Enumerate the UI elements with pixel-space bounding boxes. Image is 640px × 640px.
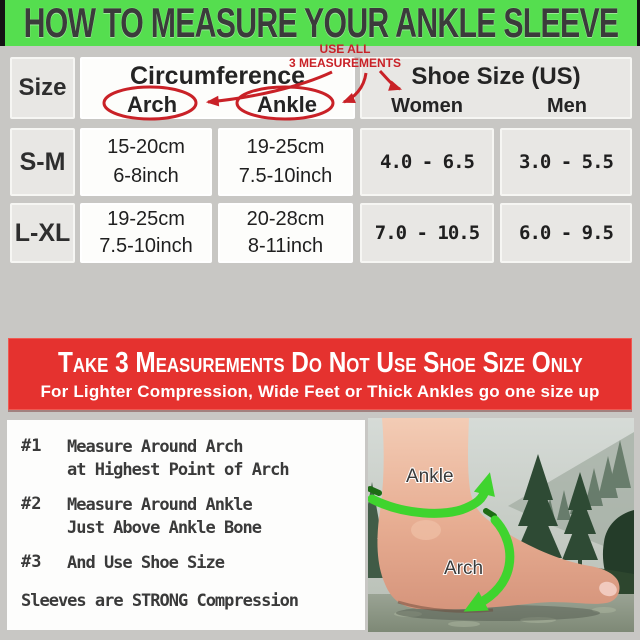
arch-diagram-label: Arch bbox=[444, 558, 484, 579]
ankle-band-hidden-segment bbox=[370, 489, 379, 493]
men-cell-sm bbox=[500, 128, 632, 196]
arch-band-hidden-segment bbox=[486, 511, 494, 516]
size-value: S-M bbox=[19, 147, 66, 176]
men-header-label: Men bbox=[547, 95, 587, 117]
instruction-step-3 bbox=[21, 552, 365, 575]
warning-title: Take 3 Measurements Do Not Use Shoe Size Only bbox=[57, 346, 583, 379]
use-all-text-line1: USE ALL bbox=[319, 42, 371, 56]
step-text: Just Above Ankle Bone bbox=[67, 518, 261, 538]
shoe-size-header-cell bbox=[360, 57, 632, 119]
size-header-label: Size bbox=[18, 74, 67, 101]
shoe-size-header-label: Shoe Size (US) bbox=[411, 63, 581, 90]
warning-banner bbox=[8, 338, 632, 410]
step-text: at Highest Point of Arch bbox=[67, 460, 289, 480]
ankle-diagram-label: Ankle bbox=[406, 466, 454, 487]
foot-measurement-photo bbox=[368, 418, 634, 632]
step-text: Measure Around Ankle bbox=[67, 495, 252, 515]
ankle-inch-value: 8-11inch bbox=[247, 234, 324, 257]
arch-inch-value: 6-8inch bbox=[113, 165, 179, 187]
table-row-size-lxl bbox=[10, 203, 75, 263]
step-text: And Use Shoe Size bbox=[67, 553, 224, 573]
ankle-bone-highlight bbox=[411, 520, 441, 540]
step-number: #1 bbox=[21, 436, 42, 456]
ankle-cm-value: 19-25cm bbox=[246, 136, 325, 158]
arch-cell-sm bbox=[80, 128, 212, 196]
size-value: L-XL bbox=[14, 218, 71, 247]
women-cell-sm bbox=[360, 128, 494, 196]
ankle-cell-lxl bbox=[218, 203, 353, 263]
ankle-cm-value: 20-28cm bbox=[246, 208, 325, 231]
arch-header-label: Arch bbox=[126, 92, 178, 117]
arch-cm-value: 19-25cm bbox=[107, 208, 185, 231]
page-title: HOW TO MEASURE YOUR ANKLE SLEEVE bbox=[23, 0, 619, 46]
ankle-cell-sm bbox=[218, 128, 353, 196]
use-all-text-line2: 3 MEASUREMENTS bbox=[288, 56, 402, 70]
warning-subtitle: For Lighter Compression, Wide Feet or Thick Ankles go one size up bbox=[40, 381, 600, 401]
compression-note: Sleeves are STRONG Compression bbox=[21, 591, 299, 611]
arch-inch-value: 7.5-10inch bbox=[99, 234, 193, 257]
arch-cell-lxl bbox=[80, 203, 212, 263]
table-row-size-sm bbox=[10, 128, 75, 196]
circumference-header-cell bbox=[80, 57, 355, 119]
instruction-step-1 bbox=[21, 436, 365, 482]
women-size-value: 7.0 - 10.5 bbox=[374, 222, 480, 244]
arch-cm-value: 15-20cm bbox=[107, 136, 185, 158]
title-banner bbox=[0, 0, 640, 46]
ankle-inch-value: 7.5-10inch bbox=[238, 165, 333, 187]
men-cell-lxl bbox=[500, 203, 632, 263]
women-size-value: 4.0 - 6.5 bbox=[380, 151, 474, 173]
step-number: #2 bbox=[21, 494, 42, 514]
step-text: Measure Around Arch bbox=[67, 437, 243, 457]
men-size-value: 3.0 - 5.5 bbox=[519, 151, 613, 173]
ankle-header-label: Ankle bbox=[257, 92, 317, 117]
step-number: #3 bbox=[21, 552, 42, 572]
instructions-panel bbox=[7, 420, 365, 630]
women-header-label: Women bbox=[391, 95, 463, 117]
instruction-step-2 bbox=[21, 494, 365, 540]
men-size-value: 6.0 - 9.5 bbox=[519, 222, 613, 244]
size-column-header bbox=[10, 57, 75, 119]
circumference-header-label: Circumference bbox=[129, 62, 306, 90]
women-cell-lxl bbox=[360, 203, 494, 263]
